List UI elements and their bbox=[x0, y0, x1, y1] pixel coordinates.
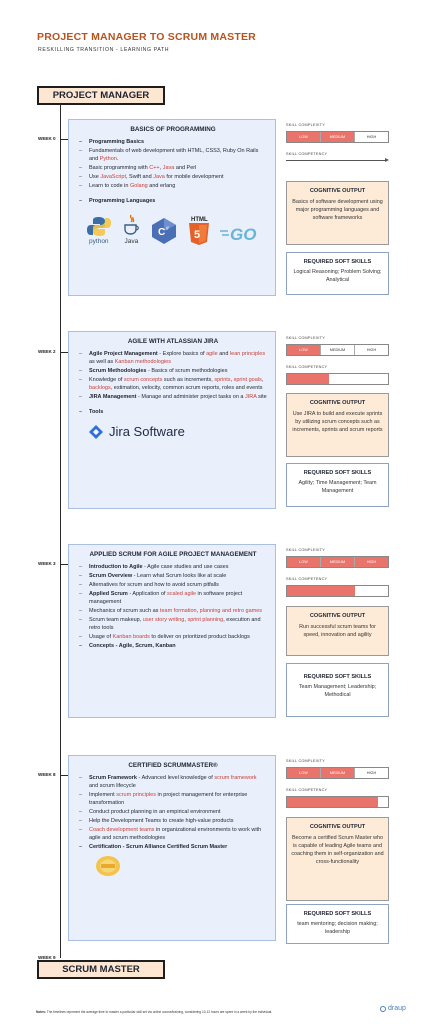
week-label: WEEK 2 bbox=[38, 349, 56, 354]
language-logos bbox=[79, 213, 267, 245]
svg-text:GO: GO bbox=[230, 225, 257, 244]
week-label: WEEK 3 bbox=[38, 561, 56, 566]
svg-text:HTML: HTML bbox=[190, 217, 208, 223]
svg-text:C: C bbox=[157, 227, 166, 238]
list-item: – Scrum Methodologies - Basics of scrum methodologies bbox=[79, 367, 267, 375]
complexity-low: LOW bbox=[287, 345, 321, 355]
skill-complexity-scale bbox=[286, 344, 389, 356]
page-subtitle: RESKILLING TRANSITION - LEARNING PATH bbox=[38, 47, 170, 53]
competency-arrow bbox=[286, 160, 385, 161]
java-logo bbox=[121, 213, 141, 245]
complexity-medium: MEDIUM bbox=[321, 557, 355, 567]
list-item: – JIRA Management - Manage and administer project tasks on a JIRA site bbox=[79, 393, 267, 401]
list-item: – Fundamentals of web development with HTML, CSS3, Ruby On Rails and Python. bbox=[79, 147, 267, 163]
skill-complexity-label: SKILL COMPLEXITY bbox=[286, 123, 325, 127]
timeline-tick bbox=[60, 775, 68, 776]
skill-complexity-label: SKILL COMPLEXITY bbox=[286, 759, 325, 763]
brand-icon bbox=[380, 1006, 386, 1012]
complexity-low: LOW bbox=[287, 768, 321, 778]
competency-bar bbox=[286, 796, 389, 808]
timeline-line bbox=[60, 104, 61, 958]
stage-title: APPLIED SCRUM FOR AGILE PROJECT MANAGEMENT bbox=[89, 551, 257, 558]
list-item: – Basic programming with C++, Java and Perl bbox=[79, 164, 267, 172]
list-item: – Usage of Kanban boards to deliver on prioritized product backlogs bbox=[79, 633, 267, 641]
cognitive-output-text: Basics of software development using major programming languages and software frameworks bbox=[292, 199, 383, 221]
cognitive-output-text: Run successful scrum teams for speed, innovation and agility bbox=[299, 624, 376, 638]
csharp-icon bbox=[151, 217, 177, 245]
certification-seal-icon bbox=[95, 855, 121, 877]
tools-heading: – Programming Languages bbox=[79, 197, 267, 205]
list-item: – Mechanics of scrum such as team formation, planning and retro games bbox=[79, 607, 267, 615]
jira-logo bbox=[89, 424, 267, 439]
cognitive-output-text: Become a certified Scrum Master who is capable of leading Agile teams and coaching them in self-organization and cross-functionality bbox=[291, 835, 384, 865]
week-label: WEEK 8 bbox=[38, 772, 56, 777]
list-item: – Help the Development Teams to create high-value products bbox=[79, 817, 267, 825]
complexity-medium: MEDIUM bbox=[321, 132, 355, 142]
soft-skills-box bbox=[286, 252, 389, 295]
list-item: – Scrum team makeup, user story writing, sprint planning, execution and retro tools bbox=[79, 616, 267, 632]
html5-logo bbox=[187, 215, 211, 245]
python-caption: python bbox=[89, 238, 109, 245]
footer-note-label: Notes: bbox=[36, 1010, 46, 1014]
java-icon bbox=[121, 213, 141, 237]
jira-icon bbox=[89, 425, 103, 439]
soft-skills-title: REQUIRED SOFT SKILLS bbox=[303, 911, 372, 917]
svg-text:5: 5 bbox=[193, 229, 200, 241]
soft-skills-box bbox=[286, 904, 389, 944]
go-icon bbox=[220, 223, 260, 245]
jira-wordmark: Jira Software bbox=[109, 424, 185, 439]
python-logo bbox=[86, 215, 112, 245]
cognitive-output-title: COGNITIVE OUTPUT bbox=[309, 400, 366, 406]
soft-skills-title: REQUIRED SOFT SKILLS bbox=[303, 674, 372, 680]
list-item: – Alternatives for scrum and how to avoid scrum pitfalls bbox=[79, 581, 267, 589]
stage-title: BASICS OF PROGRAMMING bbox=[130, 126, 216, 133]
python-icon bbox=[86, 215, 112, 237]
list-item: – Coach development teams in organizational environments to work with agile and scrum methodologies bbox=[79, 826, 267, 842]
cognitive-output-box bbox=[286, 606, 389, 656]
skill-complexity-scale bbox=[286, 767, 389, 779]
week-label: WEEK 0 bbox=[38, 136, 56, 141]
soft-skills-text: Team Management; Leadership; Methodical bbox=[298, 684, 377, 698]
soft-skills-box bbox=[286, 663, 389, 717]
list-item: – Certification - Scrum Alliance Certified Scrum Master bbox=[79, 843, 267, 851]
list-item: – Learn to code in Golang and erlang bbox=[79, 182, 267, 190]
skill-competency-label: SKILL COMPETENCY bbox=[286, 152, 328, 156]
list-item: – Implement scrum principles in project management for enterprise transformation bbox=[79, 791, 267, 807]
soft-skills-text: Logical Reasoning; Problem Solving; Analytical bbox=[293, 269, 382, 283]
list-item: – Scrum Overview - Learn what Scrum looks like at scale bbox=[79, 572, 267, 580]
list-item: – Knowledge of scrum concepts such as increments, sprints, sprint goals, backlogs, estimation, velocity, common scrum reports, roles and events bbox=[79, 376, 267, 392]
soft-skills-title: REQUIRED SOFT SKILLS bbox=[303, 259, 372, 265]
brand-name: draup bbox=[388, 1005, 406, 1012]
skill-competency-label: SKILL COMPETENCY bbox=[286, 788, 328, 792]
list-item: – Applied Scrum - Application of scaled agile in software project management bbox=[79, 590, 267, 606]
soft-skills-text: team mentoring; decision making; leadership bbox=[297, 921, 378, 935]
skill-complexity-scale bbox=[286, 131, 389, 143]
brand-logo bbox=[380, 1005, 406, 1012]
stage-title: AGILE WITH ATLASSIAN JIRA bbox=[127, 338, 219, 345]
page-title: PROJECT MANAGER TO SCRUM MASTER bbox=[37, 31, 256, 43]
complexity-medium: MEDIUM bbox=[321, 345, 355, 355]
skill-complexity-scale bbox=[286, 556, 389, 568]
cognitive-output-box bbox=[286, 181, 389, 245]
complexity-low: LOW bbox=[287, 557, 321, 567]
week-label: WEEK 9 bbox=[38, 955, 56, 960]
footer-note bbox=[36, 1010, 272, 1014]
cognitive-output-title: COGNITIVE OUTPUT bbox=[309, 188, 366, 194]
list-item: – Scrum Framework - Advanced level knowledge of scrum framework and scrum lifecycle bbox=[79, 774, 267, 790]
complexity-high: HIGH bbox=[355, 345, 388, 355]
timeline-tick bbox=[60, 139, 68, 140]
soft-skills-text: Agility; Time Management; Team Management bbox=[298, 480, 377, 494]
competency-fill bbox=[287, 586, 355, 596]
skill-competency-label: SKILL COMPETENCY bbox=[286, 365, 328, 369]
list-item: – Conduct product planning in an empirical environment bbox=[79, 808, 267, 816]
cognitive-output-box bbox=[286, 393, 389, 457]
java-caption: Java bbox=[124, 238, 139, 245]
complexity-medium: MEDIUM bbox=[321, 768, 355, 778]
list-item: – Programming Basics bbox=[79, 138, 267, 146]
stage-card-jira bbox=[68, 331, 276, 509]
cognitive-output-box bbox=[286, 817, 389, 901]
html5-icon bbox=[187, 215, 211, 245]
cognitive-output-title: COGNITIVE OUTPUT bbox=[309, 613, 366, 619]
competency-fill bbox=[287, 374, 329, 384]
go-logo bbox=[220, 223, 260, 245]
footer-note-text: The timelines represent the average time to master a particular skill set via online course/training, considering 10-12 hours are spent in a week by the individual. bbox=[46, 1010, 273, 1014]
skill-complexity-label: SKILL COMPLEXITY bbox=[286, 548, 325, 552]
svg-text:#: # bbox=[165, 226, 169, 232]
soft-skills-title: REQUIRED SOFT SKILLS bbox=[303, 470, 372, 476]
competency-bar bbox=[286, 585, 389, 597]
complexity-low: LOW bbox=[287, 132, 321, 142]
certification-badge bbox=[95, 855, 267, 882]
stage-title: CERTIFIED SCRUMMASTER® bbox=[128, 762, 218, 769]
stage-card-applied-scrum bbox=[68, 544, 276, 718]
start-role-box: PROJECT MANAGER bbox=[37, 86, 165, 105]
soft-skills-box bbox=[286, 463, 389, 507]
list-item: – Concepts - Agile, Scrum, Kanban bbox=[79, 642, 267, 650]
list-item: – Introduction to Agile - Agile case studies and use cases bbox=[79, 563, 267, 571]
tools-heading: – Tools bbox=[79, 408, 267, 416]
stage-card-certified-scrummaster bbox=[68, 755, 276, 941]
end-role-box: SCRUM MASTER bbox=[37, 960, 165, 979]
csharp-logo bbox=[151, 217, 177, 245]
cognitive-output-text: Use JIRA to build and execute sprints by utilizing scrum concepts such as increments, sprints and scrum reports bbox=[292, 411, 383, 433]
stage-card-programming bbox=[68, 119, 276, 296]
timeline-tick bbox=[60, 564, 68, 565]
skill-complexity-label: SKILL COMPLEXITY bbox=[286, 336, 325, 340]
timeline-tick bbox=[60, 352, 68, 353]
cognitive-output-title: COGNITIVE OUTPUT bbox=[309, 824, 366, 830]
complexity-high: HIGH bbox=[355, 557, 388, 567]
complexity-high: HIGH bbox=[355, 768, 388, 778]
list-item: – Agile Project Management - Explore basics of agile and lean principles as well as Kanban methodologies bbox=[79, 350, 267, 366]
list-item: – Use JavaScript, Swift and Java for mobile development bbox=[79, 173, 267, 181]
competency-bar bbox=[286, 373, 389, 385]
competency-fill bbox=[287, 797, 378, 807]
complexity-high: HIGH bbox=[355, 132, 388, 142]
skill-competency-label: SKILL COMPETENCY bbox=[286, 577, 328, 581]
